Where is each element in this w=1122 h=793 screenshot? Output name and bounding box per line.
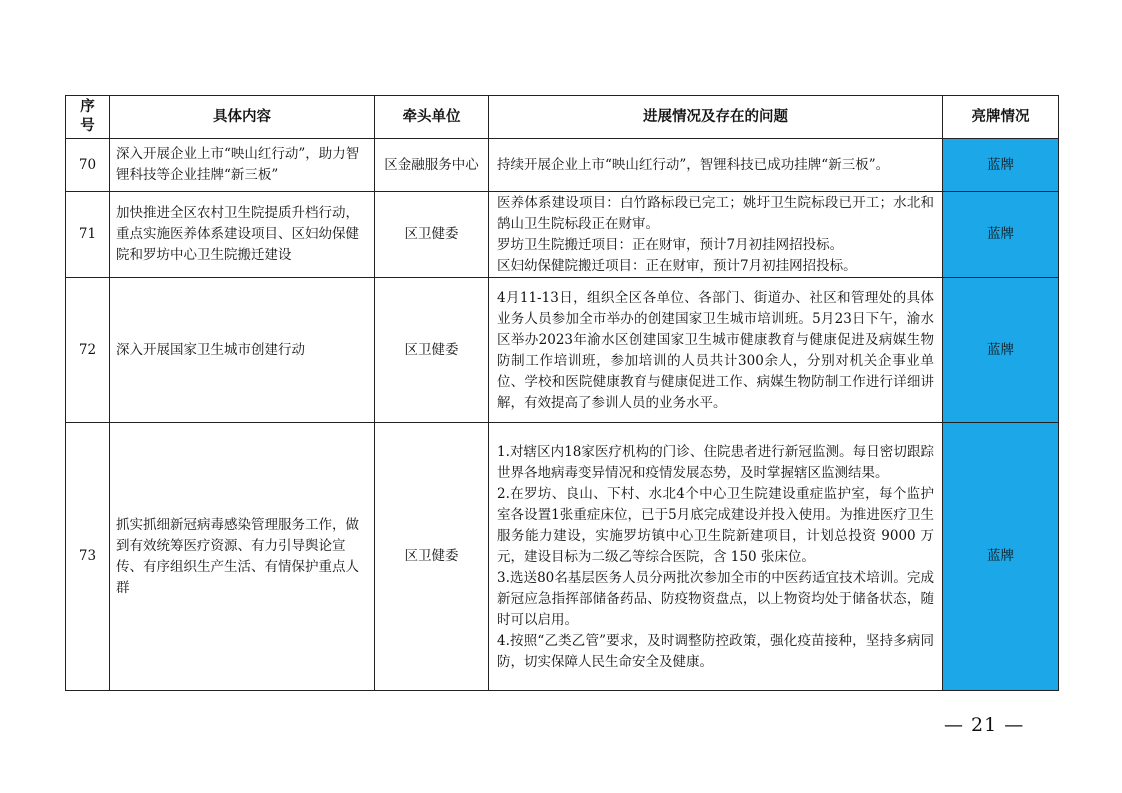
header-status: 亮牌情况: [943, 96, 1059, 139]
page-number: — 21 —: [944, 714, 1025, 736]
table-row: [66, 423, 1059, 691]
table-row: [66, 192, 1059, 278]
row-content: 抓实抓细新冠病毒感染管理服务工作，做到有效统筹医疗资源、有力引导舆论宣传、有序组织生产生活、有情保护重点人群: [110, 423, 375, 691]
progress-paragraph: 罗坊卫生院搬迁项目：正在财审，预计7月初挂网招投标。: [497, 237, 844, 253]
table-row: [66, 278, 1059, 423]
row-number: 73: [66, 423, 110, 691]
status-badge: 蓝牌: [943, 423, 1059, 691]
row-progress: [489, 192, 943, 278]
table-row: [66, 139, 1059, 192]
row-unit: 区卫健委: [375, 278, 489, 423]
status-badge: 蓝牌: [943, 192, 1059, 278]
progress-paragraph: 2.在罗坊、良山、下村、水北4个中心卫生院建设重症监护室，每个监护室各设置1张重症床位，已于5月底完成建设并投入使用。为推进医疗卫生服务能力建设，实施罗坊镇中心卫生院新建项目，计划总投资 9000 万元，建设目标为二级乙等综合医院，含 150 张床位。: [497, 485, 934, 565]
status-badge: 蓝牌: [943, 278, 1059, 423]
header-no: 序号: [66, 96, 110, 139]
header-content: 具体内容: [110, 96, 375, 139]
row-unit: 区卫健委: [375, 192, 489, 278]
progress-paragraph: 4月11-13日，组织全区各单位、各部门、街道办、社区和管理处的具体业务人员参加全市举办的创建国家卫生城市培训班。5月23日下午，渝水区举办2023年渝水区创建国家卫生城市健康教育与健康促进及病媒生物防制工作培训班，参加培训的人员共计300余人，分别对机关企事业单位、学校和医院健康教育与健康促进工作、病媒生物防制工作进行详细讲解，有效提高了参训人员的业务水平。: [497, 289, 934, 411]
row-progress: [489, 278, 943, 423]
row-content: 加快推进全区农村卫生院提质升档行动，重点实施医养体系建设项目、区妇幼保健院和罗坊中心卫生院搬迁建设: [110, 192, 375, 278]
status-badge: 蓝牌: [943, 139, 1059, 192]
progress-table: [65, 95, 1059, 691]
header-progress: 进展情况及存在的问题: [489, 96, 943, 139]
row-unit: 区金融服务中心: [375, 139, 489, 192]
row-number: 70: [66, 139, 110, 192]
progress-paragraph: 3.选送80名基层医务人员分两批次参加全市的中医药适宜技术培训。完成新冠应急指挥部储备药品、防疫物资盘点，以上物资均处于储备状态，随时可以启用。: [497, 569, 934, 628]
header-unit: 牵头单位: [375, 96, 489, 139]
row-number: 71: [66, 192, 110, 278]
progress-paragraph: 4.按照“乙类乙管”要求，及时调整防控政策，强化疫苗接种，坚持多病同防，切实保障人民生命安全及健康。: [497, 632, 934, 670]
progress-paragraph: 持续开展企业上市“映山红行动”，智锂科技已成功挂牌“新三板”。: [497, 157, 890, 173]
row-content: 深入开展国家卫生城市创建行动: [110, 278, 375, 423]
progress-paragraph: 区妇幼保健院搬迁项目：正在财审，预计7月初挂网招投标。: [497, 258, 857, 274]
table-header-row: [66, 96, 1059, 139]
row-progress: [489, 139, 943, 192]
row-progress: [489, 423, 943, 691]
row-number: 72: [66, 278, 110, 423]
row-content: 深入开展企业上市“映山红行动”，助力智锂科技等企业挂牌“新三板”: [110, 139, 375, 192]
row-unit: 区卫健委: [375, 423, 489, 691]
progress-paragraph: 医养体系建设项目：白竹路标段已完工；姚圩卫生院标段已开工；水北和鹄山卫生院标段正在财审。: [497, 195, 934, 232]
progress-paragraph: 1.对辖区内18家医疗机构的门诊、住院患者进行新冠监测。每日密切跟踪世界各地病毒变异情况和疫情发展态势，及时掌握辖区监测结果。: [497, 443, 934, 481]
